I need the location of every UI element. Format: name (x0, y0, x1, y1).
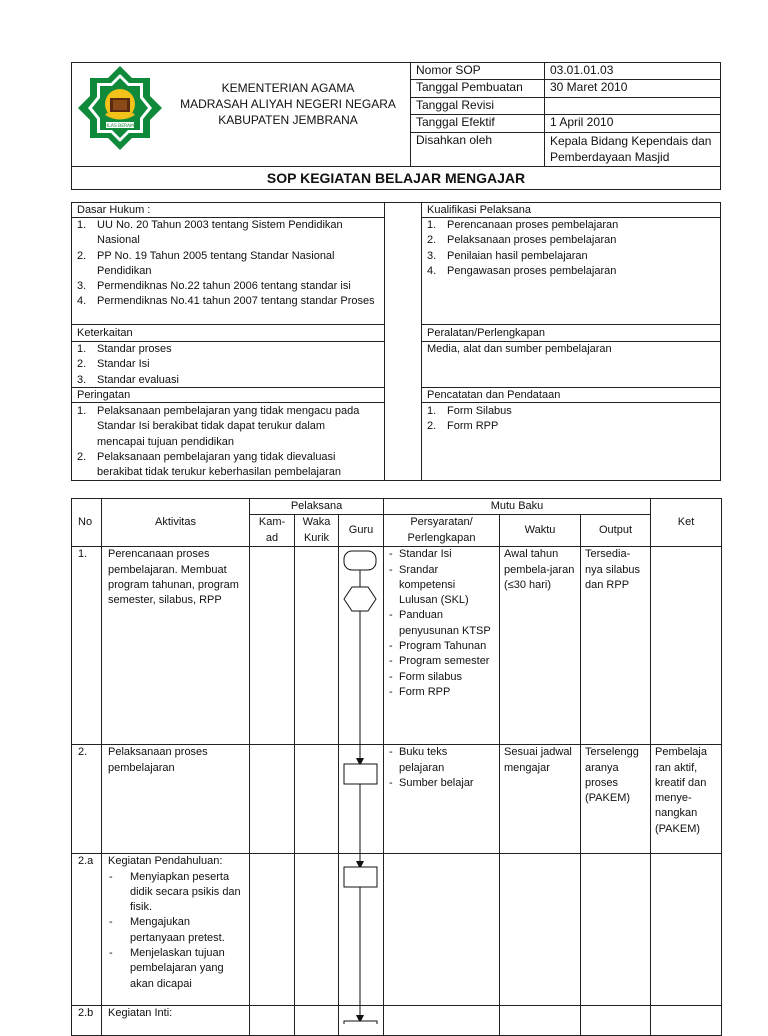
peralatan-label: Peralatan/Perlengkapan (427, 327, 546, 339)
row-guru (339, 547, 384, 745)
row-no: 2.b (72, 1006, 102, 1036)
list-item: - Panduan penyusunan KTSP (388, 608, 495, 639)
list-item: 1. Form Silabus (427, 405, 512, 417)
pencatatan-label: Pencatatan dan Pendataan (427, 389, 561, 401)
list-item: 4. Permendiknas No.41 tahun 2007 tentang standar Proses (77, 295, 375, 308)
org-line-1: KEMENTERIAN AGAMA (221, 81, 355, 95)
table-row (72, 547, 722, 745)
list-item: - Menyiapkan peserta didik secara psikis dan fisik. (108, 870, 245, 916)
row-waktu (500, 1006, 581, 1036)
list-item: - Srandar kompetensi Lulusan (SKL) (388, 563, 495, 609)
row-aktivitas: Kegiatan Inti: (102, 1006, 250, 1036)
list-item: - Sumber belajar (388, 776, 495, 791)
table-row (72, 745, 722, 854)
kualifikasi-list (423, 218, 719, 279)
list-item: 1. Pelaksanaan pembelajaran yang tidak mengacu pada Standar Isi berakibat tidak dapat terukur dalam mencapai tujuan pendidikan (77, 405, 360, 448)
meta-value-efektif: 1 April 2010 (550, 115, 614, 129)
list-item: 2. PP No. 19 Tahun 2005 tentang Standar Nasional Pendidikan (77, 249, 335, 277)
row-wakakurik (295, 745, 339, 854)
row-output: Terselengg aranya proses (PAKEM) (581, 745, 651, 854)
row-persyaratan (384, 854, 500, 1006)
list-item: - Form silabus (388, 670, 495, 685)
aktivitas-list (108, 870, 245, 992)
info-line (421, 324, 721, 325)
row-persyaratan (384, 547, 500, 745)
row-waktu: Sesuai jadwal mengajar (500, 745, 581, 854)
row-wakakurik (295, 1006, 339, 1036)
row-output (581, 1006, 651, 1036)
row-guru (339, 745, 384, 854)
meta-label-revisi: Tanggal Revisi (416, 98, 495, 112)
persyaratan-list (388, 547, 495, 700)
row-ket (651, 1006, 722, 1036)
header-no: No (72, 499, 102, 547)
row-kamad (250, 854, 295, 1006)
row-aktivitas: Perencanaan proses pembelajaran. Membuat program tahunan, program semester, silabus, RPP (102, 547, 250, 745)
row-guru (339, 854, 384, 1006)
list-item: 2. Pelaksanaan pembelajaran yang tidak dievaluasi berakibat tidak terukur keberhasilan pembelajaran (77, 450, 341, 479)
list-item: - Buku teks pelajaran (388, 745, 495, 776)
peringatan-label: Peringatan (77, 389, 131, 401)
row-guru (339, 1006, 384, 1036)
row-wakakurik (295, 547, 339, 745)
list-item: - Program Tahunan (388, 639, 495, 654)
pencatatan-list (423, 404, 719, 435)
row-output (581, 854, 651, 1006)
dasar-hukum-label: Dasar Hukum : (77, 204, 151, 216)
table-row (72, 854, 722, 1006)
table-row (72, 1006, 722, 1036)
header-kamad: Kam-ad (250, 515, 295, 547)
row-no: 2.a (72, 854, 102, 1006)
meta-label-nomor: Nomor SOP (416, 63, 481, 77)
header-output: Output (581, 515, 651, 547)
list-item: - Standar Isi (388, 547, 495, 562)
header-guru: Guru (339, 515, 384, 547)
header-pelaksana: Pelaksana (250, 499, 384, 515)
row-aktivitas: Pelaksanaan proses pembelajaran (102, 745, 250, 854)
list-item: - Mengajukan pertanyaan pretest. (108, 915, 245, 946)
peringatan-list (73, 404, 373, 480)
list-item: 2. Pelaksanaan proses pembelajaran (427, 234, 617, 247)
meta-value-disahkan: Kepala Bidang Kependais dan Pemberdayaan Masjid (550, 134, 712, 164)
row-ket (651, 854, 722, 1006)
list-item: 3. Standar evaluasi (77, 373, 179, 386)
meta-value-pembuatan: 30 Maret 2010 (550, 80, 628, 94)
row-kamad (250, 745, 295, 854)
list-item: 3. Penilaian hasil pembelajaran (427, 249, 588, 262)
row-no: 1. (72, 547, 102, 745)
row-waktu: Awal tahun pembela-jaran (≤30 hari) (500, 547, 581, 745)
row-wakakurik (295, 854, 339, 1006)
header-waktu: Waktu (500, 515, 581, 547)
row-persyaratan (384, 1006, 500, 1036)
list-item: 4. Pengawasan proses pembelajaran (427, 264, 617, 277)
header-ket: Ket (651, 499, 722, 547)
header-wakakurik: Waka Kurik (295, 515, 339, 547)
list-item: - Menjelaskan tujuan pembelajaran yang akan dicapai (108, 946, 245, 992)
list-item: 1. Perencanaan proses pembelajaran (427, 219, 619, 231)
org-name (170, 80, 406, 128)
svg-text:IKHLAS BERAMAL: IKHLAS BERAMAL (100, 124, 140, 129)
list-item: 1. Standar proses (77, 343, 172, 355)
aktivitas-title: Kegiatan Pendahuluan: (108, 855, 223, 868)
ministry-logo (76, 64, 164, 152)
list-item: - Program semester (388, 654, 495, 669)
org-line-3: KABUPATEN JEMBRANA (218, 113, 358, 127)
dasar-hukum-list (73, 218, 381, 310)
header-mutu-baku: Mutu Baku (384, 499, 651, 515)
info-gap (385, 202, 422, 481)
title-line (71, 166, 721, 167)
header-persyaratan: Persyaratan/ Perlengkapan (384, 515, 500, 547)
persyaratan-list (388, 745, 495, 791)
list-item: 2. Standar Isi (77, 358, 150, 371)
list-item: 1. UU No. 20 Tahun 2003 tentang Sistem Pendidikan Nasional (77, 219, 343, 247)
list-item: 3. Permendiknas No.22 tahun 2006 tentang standar isi (77, 280, 351, 293)
list-item: 2. Form RPP (427, 420, 499, 433)
keterkaitan-label: Keterkaitan (77, 327, 133, 339)
meta-label-disahkan: Disahkan oleh (416, 133, 493, 147)
row-persyaratan (384, 745, 500, 854)
row-ket (651, 547, 722, 745)
row-kamad (250, 547, 295, 745)
keterkaitan-list (73, 342, 381, 388)
row-ket: Pembelaja ran aktif, kreatif dan menye-nangkan (PAKEM) (651, 745, 722, 854)
row-no: 2. (72, 745, 102, 854)
peralatan-text: Media, alat dan sumber pembelajaran (427, 343, 612, 355)
page-title: SOP KEGIATAN BELAJAR MENGAJAR (266, 170, 526, 186)
header-aktivitas: Aktivitas (102, 499, 250, 547)
list-item: - Form RPP (388, 685, 495, 700)
row-aktivitas (102, 854, 250, 1006)
info-line (71, 324, 385, 325)
row-waktu (500, 854, 581, 1006)
meta-label-pembuatan: Tanggal Pembuatan (416, 80, 523, 94)
row-output: Tersedia-nya silabus dan RPP (581, 547, 651, 745)
row-kamad (250, 1006, 295, 1036)
org-line-2: MADRASAH ALIYAH NEGERI NEGARA (180, 97, 396, 111)
meta-label-efektif: Tanggal Efektif (416, 115, 495, 129)
meta-value-nomor: 03.01.01.03 (550, 63, 614, 77)
procedure-table (71, 498, 722, 1036)
kualifikasi-label: Kualifikasi Pelaksana (427, 204, 531, 216)
